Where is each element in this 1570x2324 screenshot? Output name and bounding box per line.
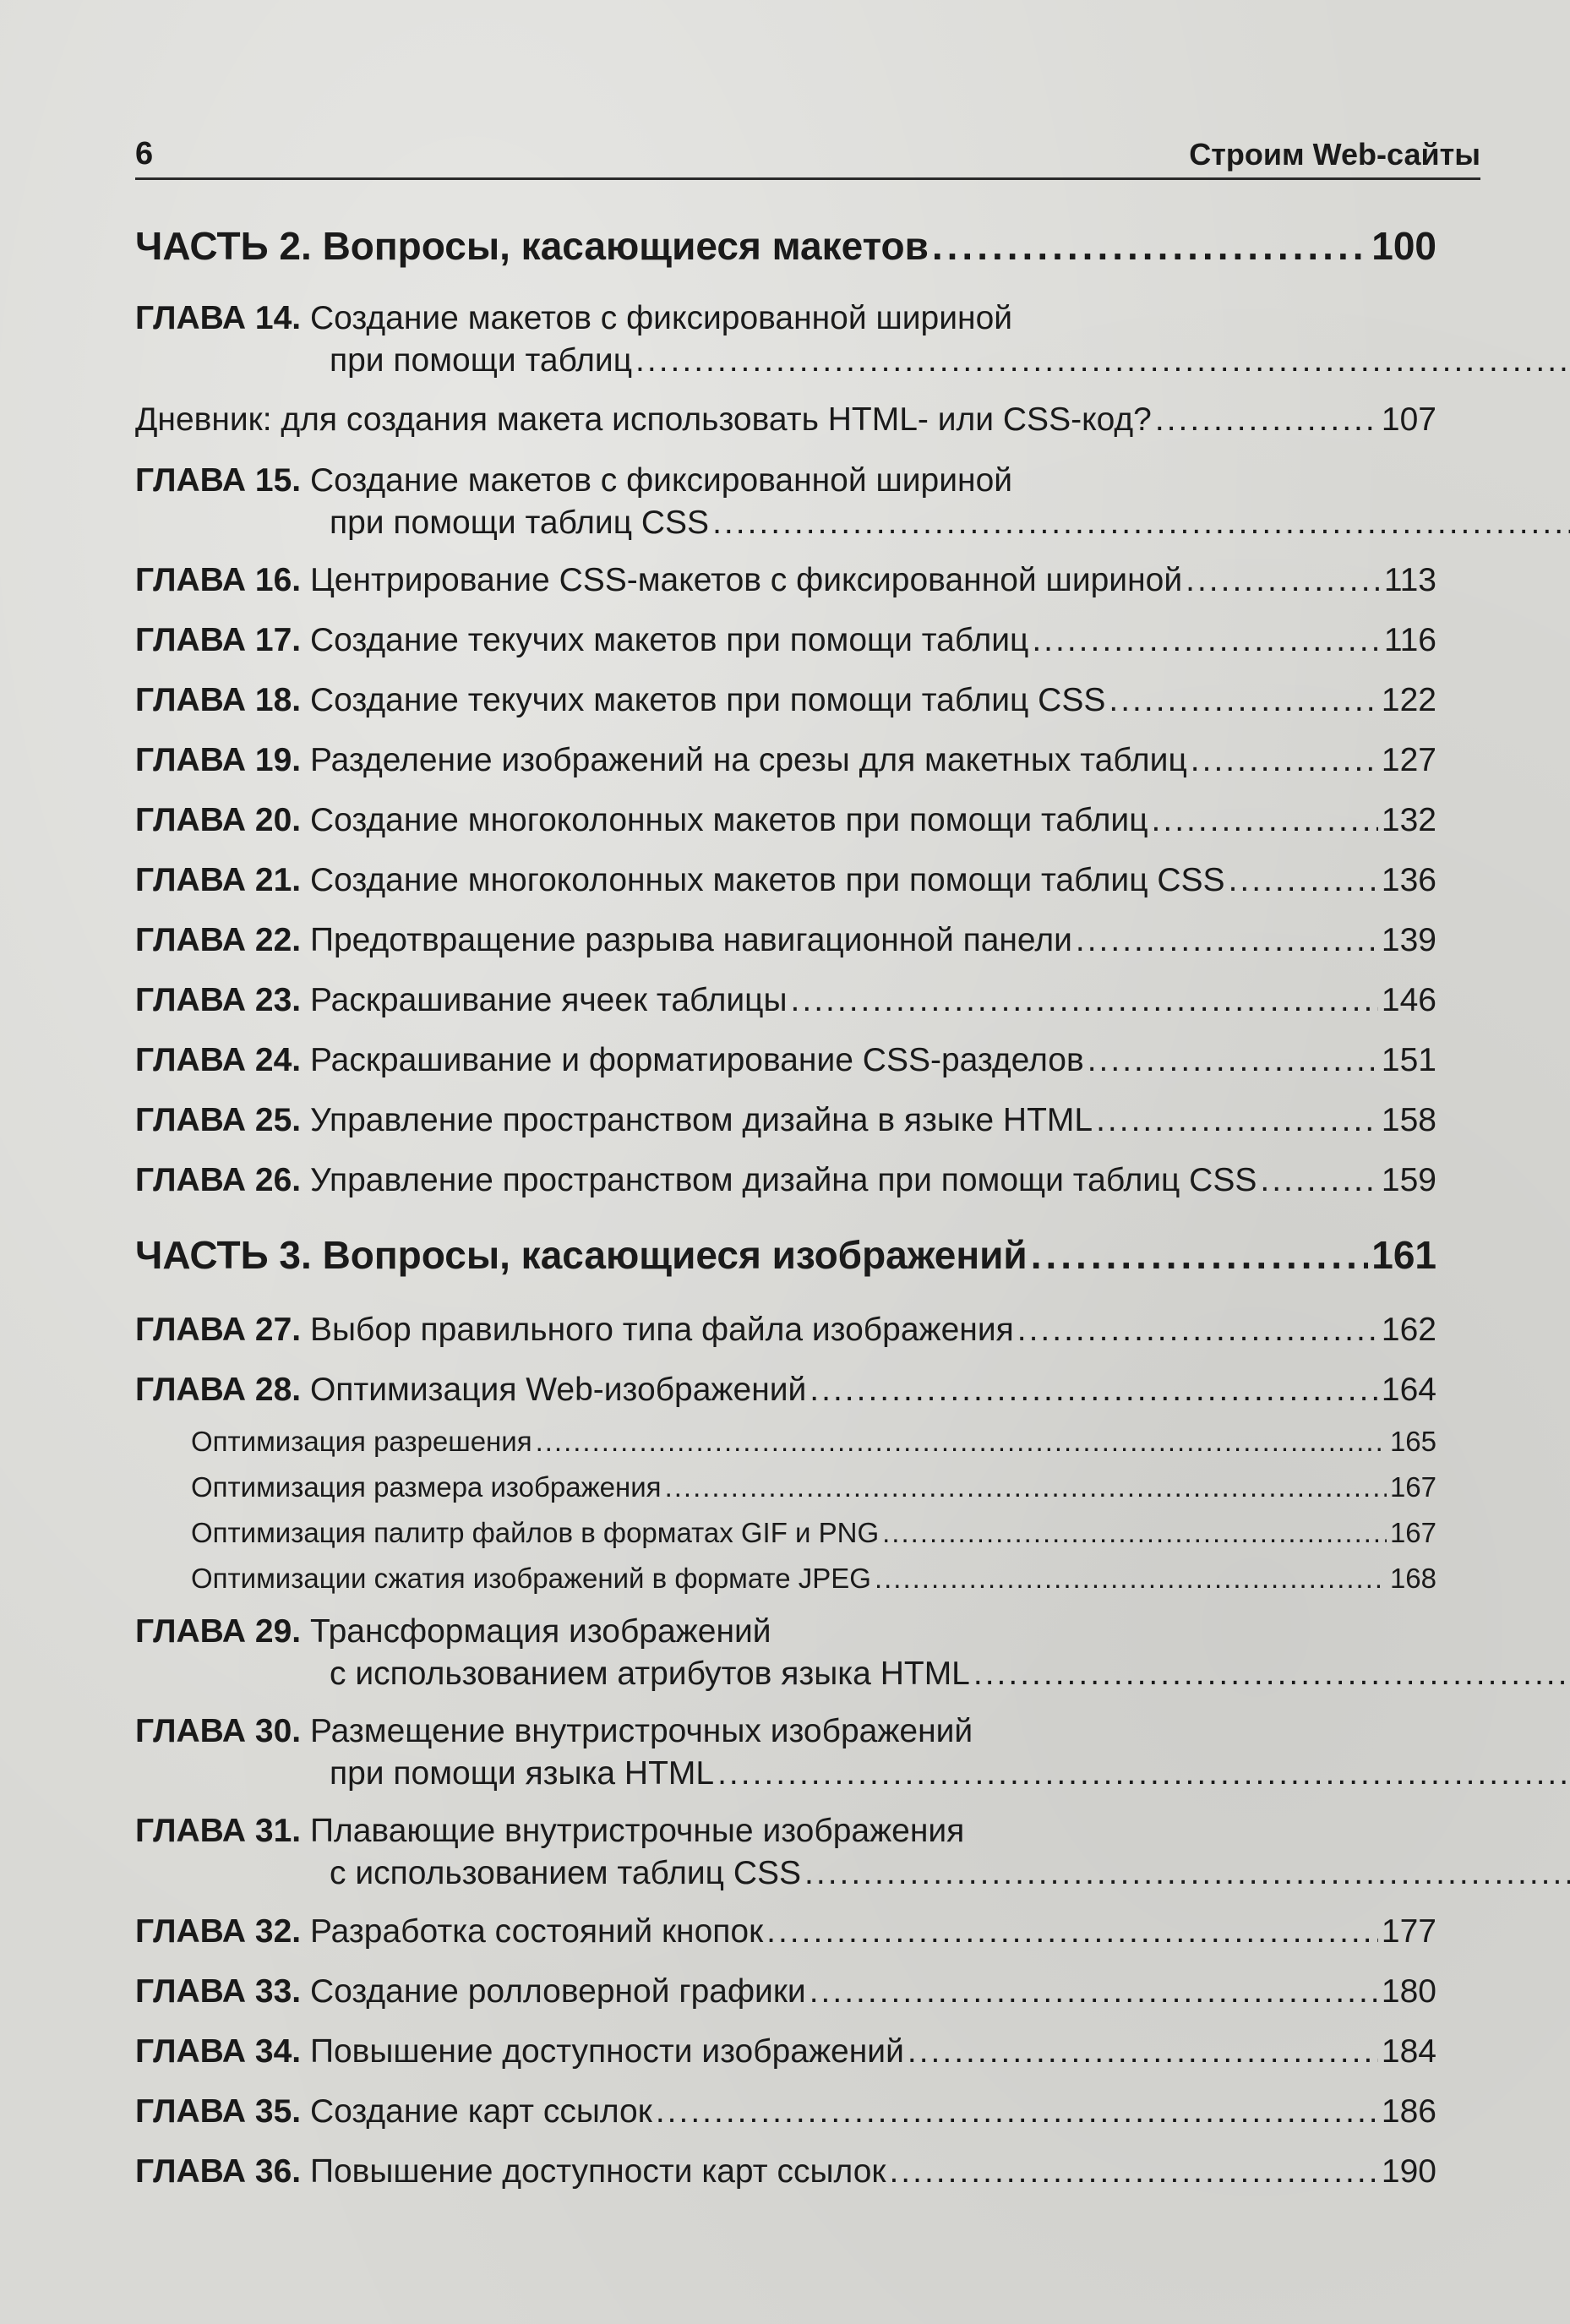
part-page: 100 — [1371, 224, 1436, 268]
chapter-page: 151 — [1381, 1042, 1436, 1078]
chapter-label: ГЛАВА 27. — [135, 1312, 302, 1348]
section-page: 167 — [1389, 1471, 1436, 1503]
leader-dots — [1109, 679, 1378, 722]
leader-dots — [665, 1469, 1387, 1506]
toc-chapter-34 — [135, 2031, 1436, 2073]
chapter-title: Разделение изображений на срезы для макетных таблиц — [309, 742, 1187, 778]
chapter-page: 158 — [1381, 1102, 1436, 1138]
toc-chapter-28 — [135, 1369, 1436, 1411]
chapter-page: 159 — [1381, 1162, 1436, 1198]
toc-section — [135, 1423, 1436, 1460]
chapter-title: Повышение доступности карт ссылок — [309, 2153, 886, 2190]
page-header — [135, 135, 1480, 180]
leader-dots — [791, 979, 1378, 1022]
chapter-title: Создание многоколонных макетов при помощи таблиц — [309, 802, 1148, 838]
leader-dots — [1229, 859, 1378, 902]
toc-chapter-14 — [135, 297, 1436, 382]
leader-dots — [1155, 399, 1378, 441]
chapter-label: ГЛАВА 31. — [135, 1813, 302, 1849]
running-title: Строим Web-сайты — [1189, 137, 1480, 172]
section-title: Оптимизация размера изображения — [191, 1471, 662, 1503]
chapter-title: Создание карт ссылок — [309, 2093, 652, 2130]
toc-chapter-25 — [135, 1099, 1436, 1142]
leader-dots — [932, 221, 1368, 270]
chapter-label: ГЛАВА 34. — [135, 2033, 302, 2070]
part-label: ЧАСТЬ 3. — [135, 1233, 312, 1277]
toc-chapter-29 — [135, 1611, 1436, 1695]
leader-dots — [1017, 1309, 1378, 1351]
chapter-label: ГЛАВА 25. — [135, 1102, 302, 1138]
toc-chapter-24 — [135, 1039, 1436, 1082]
leader-dots — [810, 1971, 1378, 2013]
chapter-label: ГЛАВА 29. — [135, 1613, 302, 1650]
toc-section — [135, 1514, 1436, 1552]
toc-part-2 — [135, 221, 1436, 270]
toc-chapter-36 — [135, 2151, 1436, 2193]
chapter-label: ГЛАВА 32. — [135, 1913, 302, 1950]
chapter-title-line1: Трансформация изображений — [309, 1613, 771, 1650]
toc-chapter-16 — [135, 559, 1436, 602]
chapter-title-line1: Плавающие внутристрочные изображения — [309, 1813, 965, 1849]
chapter-title: Центрирование CSS-макетов с фиксированной шириной — [309, 562, 1183, 598]
diary-title: Дневник: для создания макета использовать HTML- или CSS-код? — [135, 401, 1152, 438]
chapter-title: Создание текучих макетов при помощи таблиц — [309, 622, 1029, 658]
leader-dots — [1076, 919, 1378, 962]
chapter-page: 139 — [1381, 922, 1436, 958]
chapter-label: ГЛАВА 21. — [135, 862, 302, 898]
part-label: ЧАСТЬ 2. — [135, 224, 312, 268]
chapter-title-line1: Создание макетов с фиксированной шириной — [309, 462, 1013, 499]
chapter-page: 190 — [1381, 2153, 1436, 2190]
chapter-title: Оптимизация Web-изображений — [309, 1372, 807, 1408]
leader-dots — [536, 1423, 1387, 1460]
chapter-label: ГЛАВА 26. — [135, 1162, 302, 1198]
chapter-title: Управление пространством дизайна в языке HTML — [309, 1102, 1093, 1138]
leader-dots — [656, 2091, 1378, 2133]
chapter-title: Разработка состояний кнопок — [309, 1913, 764, 1950]
chapter-page: 146 — [1381, 982, 1436, 1018]
leader-dots — [1088, 1039, 1378, 1082]
chapter-page: 186 — [1381, 2093, 1436, 2130]
leader-dots — [1031, 1230, 1369, 1279]
toc-chapter-30 — [135, 1710, 1436, 1795]
chapter-title: Повышение доступности изображений — [309, 2033, 904, 2070]
leader-dots — [766, 1911, 1378, 1953]
chapter-label: ГЛАВА 19. — [135, 742, 302, 778]
leader-dots — [973, 1653, 1570, 1695]
toc-chapter-15 — [135, 460, 1436, 544]
part-page: 161 — [1371, 1233, 1436, 1277]
part-title: Вопросы, касающиеся изображений — [322, 1233, 1028, 1277]
chapter-page: 162 — [1381, 1312, 1436, 1348]
chapter-title-line2: с использованием атрибутов языка HTML — [330, 1656, 970, 1692]
chapter-label: ГЛАВА 30. — [135, 1713, 302, 1749]
toc-chapter-33 — [135, 1971, 1436, 2013]
chapter-page: 132 — [1381, 802, 1436, 838]
toc-chapter-17 — [135, 619, 1436, 662]
chapter-title-line1: Создание макетов с фиксированной шириной — [309, 300, 1013, 336]
toc-section — [135, 1560, 1436, 1597]
leader-dots — [875, 1560, 1387, 1597]
chapter-page: 116 — [1383, 622, 1436, 658]
leader-dots — [635, 340, 1570, 382]
chapter-title: Раскрашивание и форматирование CSS-разделов — [309, 1042, 1084, 1078]
chapter-title-line2: с использованием таблиц CSS — [330, 1855, 802, 1891]
toc-chapter-19 — [135, 739, 1436, 782]
section-page: 168 — [1389, 1563, 1436, 1594]
toc-chapter-23 — [135, 979, 1436, 1022]
toc-chapter-31 — [135, 1810, 1436, 1895]
section-title: Оптимизация палитр файлов в форматах GIF и PNG — [191, 1517, 880, 1548]
chapter-page: 113 — [1383, 562, 1436, 598]
chapter-title-line2: при помощи языка HTML — [330, 1755, 715, 1792]
toc-section — [135, 1469, 1436, 1506]
section-title: Оптимизация разрешения — [191, 1426, 532, 1457]
toc-chapter-22 — [135, 919, 1436, 962]
toc-chapter-18 — [135, 679, 1436, 722]
toc-part-3 — [135, 1230, 1436, 1279]
toc-chapter-21 — [135, 859, 1436, 902]
leader-dots — [908, 2031, 1378, 2073]
chapter-page: 122 — [1381, 682, 1436, 718]
chapter-label: ГЛАВА 35. — [135, 2093, 302, 2130]
chapter-page: 180 — [1381, 1973, 1436, 2010]
section-page: 165 — [1389, 1426, 1436, 1457]
chapter-label: ГЛАВА 16. — [135, 562, 302, 598]
diary-page: 107 — [1381, 401, 1436, 438]
toc-chapter-26 — [135, 1159, 1436, 1202]
chapter-title: Раскрашивание ячеек таблицы — [309, 982, 788, 1018]
chapter-title-line2: при помощи таблиц — [330, 342, 633, 379]
toc-diary — [135, 399, 1436, 441]
section-title: Оптимизации сжатия изображений в формате JPEG — [191, 1563, 871, 1594]
part-title: Вопросы, касающиеся макетов — [322, 224, 929, 268]
chapter-label: ГЛАВА 15. — [135, 462, 302, 499]
chapter-label: ГЛАВА 18. — [135, 682, 302, 718]
leader-dots — [1260, 1159, 1378, 1202]
chapter-page: 184 — [1381, 2033, 1436, 2070]
chapter-label: ГЛАВА 17. — [135, 622, 302, 658]
leader-dots — [1186, 559, 1381, 602]
chapter-title: Создание текучих макетов при помощи таблиц CSS — [309, 682, 1106, 718]
chapter-label: ГЛАВА 23. — [135, 982, 302, 1018]
chapter-title-line1: Размещение внутристрочных изображений — [309, 1713, 973, 1749]
leader-dots — [712, 502, 1570, 544]
chapter-title: Выбор правильного типа файла изображения — [309, 1312, 1014, 1348]
leader-dots — [810, 1369, 1378, 1411]
leader-dots — [1032, 619, 1380, 662]
leader-dots — [889, 2151, 1377, 2193]
chapter-label: ГЛАВА 22. — [135, 922, 302, 958]
section-page: 167 — [1389, 1517, 1436, 1548]
chapter-label: ГЛАВА 33. — [135, 1973, 302, 2010]
toc-chapter-20 — [135, 799, 1436, 842]
chapter-title-line2: при помощи таблиц CSS — [330, 505, 710, 541]
leader-dots — [882, 1514, 1387, 1552]
chapter-title: Создание многоколонных макетов при помощи таблиц CSS — [309, 862, 1225, 898]
leader-dots — [804, 1852, 1570, 1895]
page-number: 6 — [135, 136, 154, 172]
leader-dots — [1096, 1099, 1378, 1142]
chapter-label: ГЛАВА 28. — [135, 1372, 302, 1408]
chapter-page: 127 — [1381, 742, 1436, 778]
toc-chapter-32 — [135, 1911, 1436, 1953]
chapter-page: 136 — [1381, 862, 1436, 898]
chapter-title: Управление пространством дизайна при помощи таблиц CSS — [309, 1162, 1257, 1198]
chapter-title: Предотвращение разрыва навигационной панели — [309, 922, 1072, 958]
chapter-label: ГЛАВА 20. — [135, 802, 302, 838]
leader-dots — [1191, 739, 1378, 782]
toc-chapter-35 — [135, 2091, 1436, 2133]
leader-dots — [717, 1753, 1570, 1795]
chapter-page: 164 — [1381, 1372, 1436, 1408]
chapter-page: 177 — [1381, 1913, 1436, 1950]
toc-chapter-27 — [135, 1309, 1436, 1351]
leader-dots — [1152, 799, 1378, 842]
chapter-label: ГЛАВА 14. — [135, 300, 302, 336]
chapter-title: Создание ролловерной графики — [309, 1973, 806, 2010]
chapter-label: ГЛАВА 36. — [135, 2153, 302, 2190]
chapter-label: ГЛАВА 24. — [135, 1042, 302, 1078]
